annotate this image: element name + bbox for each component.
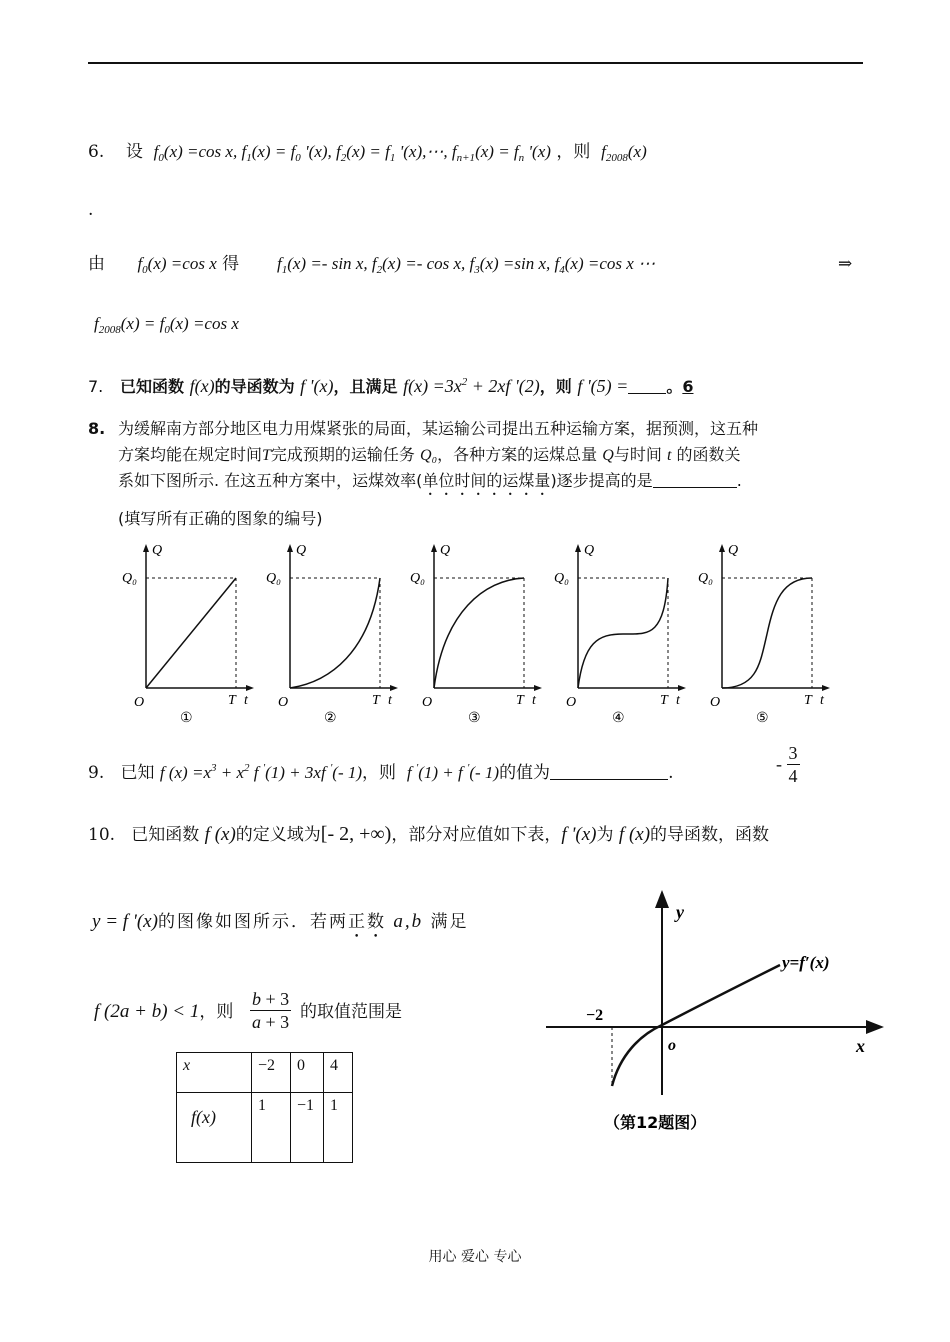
q6-dot: . [88, 200, 94, 220]
q10-fx: f (x) [204, 824, 236, 845]
q7-t2: 的导函数为 [214, 377, 295, 396]
graph-4 [554, 543, 686, 726]
axis-q0-1: Q₀ [122, 571, 137, 586]
table-cell: −1 [291, 1093, 324, 1163]
q9-t2: ，则 [362, 763, 397, 783]
q6-number: 6. [88, 142, 105, 162]
q9-answer [776, 742, 800, 787]
q8-l2g: 与时间 [613, 445, 662, 464]
q10-t2: 的定义域为 [235, 825, 321, 845]
q9-ans-frac [787, 742, 800, 787]
q9-t4: . [668, 763, 674, 783]
graph-curve-label: y=f′(x) [782, 953, 830, 972]
q10-derivative-graph [540, 880, 890, 1140]
q6-target: $f_{2008}(x)$ [601, 142, 647, 164]
q10-domain: [- 2, +∞) [320, 823, 392, 845]
q7-fx: f(x) [189, 376, 215, 396]
q7-number: 7. [88, 377, 104, 396]
axis-q0-5: Q₀ [698, 571, 713, 586]
q8-l2i: 的函数关 [676, 445, 741, 464]
q10-l3b: 的取值范围是 [300, 1002, 402, 1022]
graph-origin: o [668, 1037, 676, 1054]
q10-line1 [88, 822, 769, 847]
q6-sol-f0: $f_0(x) =\cos$ x [137, 254, 217, 276]
axis-o-2: O [278, 695, 289, 710]
q9-number: 9. [88, 763, 105, 783]
table-cell: f(x) [177, 1093, 252, 1163]
axis-q0-3: Q₀ [410, 571, 425, 586]
q10-line3 [94, 1000, 233, 1024]
q6-line1 [88, 140, 647, 170]
q8-l2e: ，各种方案的运煤总量 [437, 445, 598, 464]
q7-t5: 。 [666, 377, 683, 396]
q8-graphs [120, 542, 860, 732]
q8-blank[interactable] [653, 469, 737, 488]
q9-ask: f '(1) + f '(- 1) [406, 762, 500, 782]
q7-t3: ，且满足 [333, 377, 398, 396]
axis-T-4: T [660, 693, 668, 708]
table-cell: −2 [252, 1053, 291, 1093]
page-footer: 用心 爱心 专心 [428, 1249, 522, 1265]
axis-q0-2: Q₀ [266, 571, 281, 586]
q10-fraction [250, 988, 291, 1033]
q9-ans-den: 4 [788, 766, 798, 786]
axis-t-5: t [820, 693, 824, 708]
q10-ab: a,b [393, 911, 424, 932]
table-cell: 4 [324, 1053, 353, 1093]
axis-q-2: Q [296, 543, 307, 558]
graph-1 [122, 543, 254, 726]
q8-l2a: 方案均能在规定时间 [118, 445, 263, 464]
graph-3 [410, 543, 542, 726]
q10-l2a: 的图像如图所示．若两 [157, 912, 348, 932]
q8-line2 [118, 442, 741, 469]
q6-sol-result: $f_{2008}(x) = f_0(x) =\cos$ x [94, 314, 239, 336]
q7-line [88, 370, 693, 399]
q6-solution [88, 252, 655, 282]
q6-sol-mid: 得 [222, 254, 240, 274]
q8-l3a: 系如下图所示. 在这五种方案中，运煤效率( [118, 471, 423, 490]
q10-number: 10. [88, 825, 116, 845]
q7-ask: f '(5) = [577, 376, 629, 396]
q9-blank[interactable] [550, 761, 668, 780]
q10-t1: 已知函数 [131, 825, 200, 845]
graph-label-1: ① [180, 711, 193, 726]
q6-sol-chain: $f_1(x) =- \sin x$, $f_2(x) =- \cos x$, $f_3(x) =\sin$ x, $f_4(x) =\cos$ x ⋯ [276, 254, 656, 276]
table-cell: 1 [252, 1093, 291, 1163]
header-rule [88, 62, 863, 64]
q7-t1: 已知函数 [119, 377, 184, 396]
q6-formula: $f_0(x) =\cos$ x, $f_1(x) = f_0$ '(x), $f_2(x) = f_1$ '(x),⋯, $f_{n+1}(x) = f_n$ '(x) [153, 142, 551, 164]
q10-line2 [92, 910, 469, 942]
axis-T-5: T [804, 693, 812, 708]
graph-label-2: ② [324, 711, 337, 726]
axis-q-3: Q [440, 543, 451, 558]
axis-q-5: Q [728, 543, 739, 558]
q6-sol-lead: 由 [88, 254, 105, 274]
graph-label-3: ③ [468, 711, 481, 726]
axis-T-1: T [228, 693, 236, 708]
axis-t-3: t [532, 693, 536, 708]
axis-o-5: O [710, 695, 721, 710]
axis-t-4: t [676, 693, 680, 708]
q10-fpx: f '(x) [561, 824, 597, 845]
axis-T-2: T [372, 693, 380, 708]
axis-o-4: O [566, 695, 577, 710]
q10-t5: 的导函数，函数 [650, 825, 770, 845]
q8-l3b: 单位时间的运煤量 [422, 471, 551, 490]
axis-q-4: Q [584, 543, 595, 558]
graph-2 [266, 543, 398, 726]
axis-t-2: t [388, 693, 392, 708]
q10-fx2: f (x) [618, 824, 651, 845]
q9-ans-num: 3 [788, 743, 798, 763]
q10-value-table [176, 1052, 353, 1163]
axis-T-3: T [516, 693, 524, 708]
graph-label-5: ⑤ [756, 711, 769, 726]
q8-line4: (填写所有正确的图象的编号) [118, 509, 323, 528]
q8-l2c: 完成预期的运输任务 [270, 445, 415, 464]
q8-line1: 为缓解南方部分地区电力用煤紧张的局面，某运输公司提出五种运输方案，据预测，这五种 [118, 419, 759, 438]
q8-l2h: t [666, 447, 672, 464]
q8-l3c: )逐步提高的是 [550, 471, 653, 490]
q7-t4: ，则 [539, 377, 572, 396]
axis-o-1: O [134, 695, 145, 710]
q9-t3: 的值为 [499, 763, 551, 783]
table-cell: 0 [291, 1053, 324, 1093]
q9-eq: f $(x) =x^3 + x^2$ f '(1) + 3xf '(- 1) [159, 762, 363, 782]
axis-q-1: Q [152, 543, 163, 558]
q7-fpx: f '(x) [300, 376, 334, 396]
q10-l2b: 正数 [347, 912, 386, 932]
q8-line3 [118, 468, 742, 499]
q6-arrow: ⇒ [838, 254, 853, 274]
axis-o-3: O [422, 695, 433, 710]
q9-ans-sign: - [776, 754, 782, 774]
q10-ineq: f (2a + b) < 1 [94, 1001, 200, 1022]
q10-l3a: ，则 [199, 1002, 234, 1022]
table-row [177, 1093, 353, 1163]
q10-frac: $\frac{b + 3}{a + 3}$ [252, 989, 290, 1032]
q8-l2d: Q₀ [420, 447, 438, 464]
q6-lead: 设 [125, 142, 143, 162]
q6-tail: ，则 [556, 142, 591, 162]
q10-l2c: 满足 [430, 912, 469, 932]
q7-answer: 6 [682, 377, 694, 396]
table-cell: x [177, 1053, 252, 1093]
q10-t4: 为 [596, 825, 614, 845]
axis-t-1: t [244, 693, 248, 708]
graph-x-label: x [856, 1036, 865, 1056]
graph-neg2: −2 [586, 1007, 604, 1024]
q8-l3d: . [736, 471, 742, 490]
graph-label-4: ④ [612, 711, 625, 726]
q8-l2f: Q [602, 447, 614, 464]
axis-q0-4: Q₀ [554, 571, 569, 586]
q9-line [88, 756, 673, 785]
q7-eq: $f(x) =3x^2 + 2xf$ '(2) [403, 376, 540, 396]
graph-y-label: y [676, 902, 684, 922]
graph-5 [698, 543, 830, 726]
table-cell: 1 [324, 1093, 353, 1163]
graph-caption: （第12题图） [604, 1113, 707, 1132]
q9-t1: 已知 [120, 763, 155, 783]
q7-blank[interactable] [628, 375, 666, 394]
q10-yfpx: y = f '(x) [92, 911, 158, 932]
table-row [177, 1053, 353, 1093]
q8-l2b: T [262, 447, 271, 464]
q8-number: 8. [88, 419, 106, 438]
q10-t3: ，部分对应值如下表， [391, 825, 562, 845]
